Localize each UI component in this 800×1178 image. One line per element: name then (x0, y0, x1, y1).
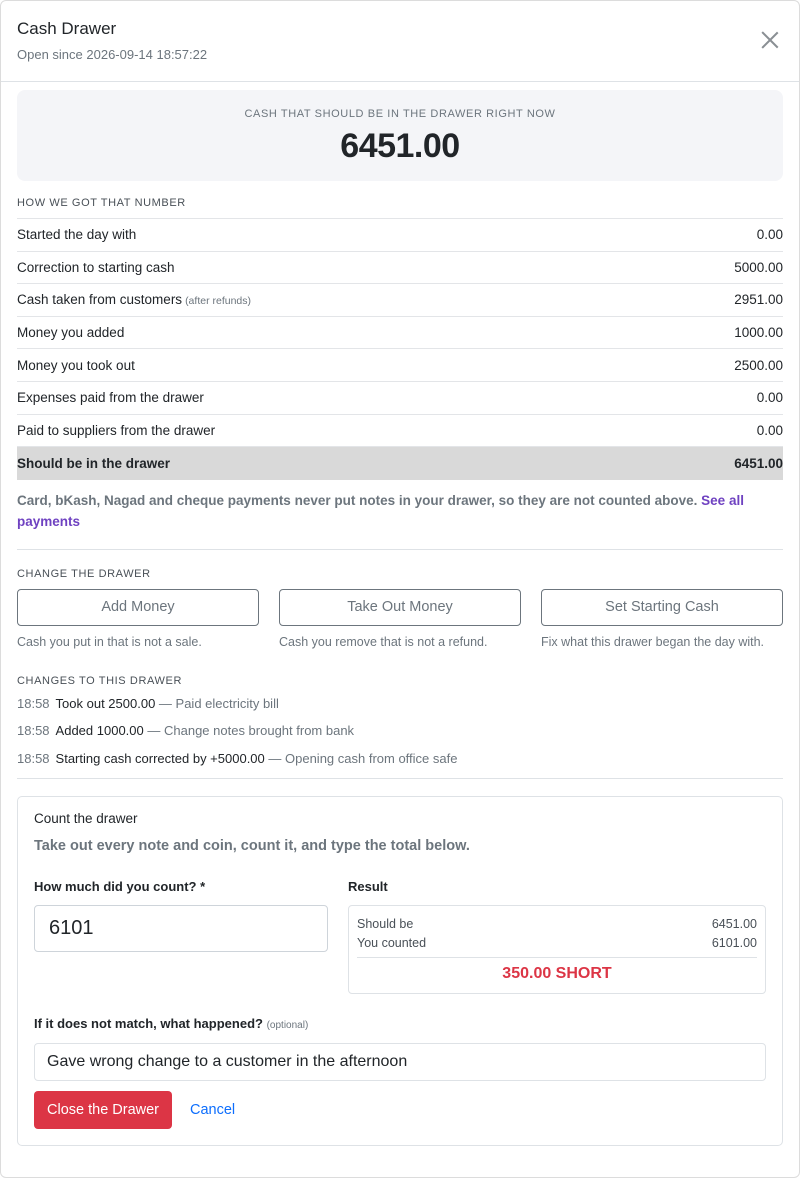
breakdown-title: HOW WE GOT THAT NUMBER (17, 197, 783, 219)
breakdown-row-note: (after refunds) (185, 295, 252, 308)
expected-cash-panel (17, 90, 783, 181)
breakdown-row-label: Money you added (17, 325, 125, 341)
breakdown-row-label: Expenses paid from the drawer (17, 390, 204, 406)
breakdown-row-value: 2951.00 (734, 292, 783, 308)
take-out-money-group (279, 589, 521, 652)
take-out-money-help: Cash you remove that is not a refund. (279, 634, 488, 649)
reason-optional-label: (optional) (266, 1020, 309, 1032)
expected-cash-value: 6451.00 (340, 127, 460, 165)
breakdown-row-value: 0.00 (756, 390, 783, 406)
result-box (348, 905, 766, 994)
breakdown-row-added (17, 317, 783, 350)
reason-input[interactable] (34, 1043, 766, 1081)
modal-body (1, 82, 799, 1146)
result-divider (357, 957, 757, 958)
set-starting-cash-help: Fix what this drawer began the day with. (541, 634, 765, 649)
log-item (17, 723, 783, 739)
changes-log (17, 696, 783, 767)
breakdown-row-correction (17, 252, 783, 285)
short-status: 350.00 SHORT (502, 965, 612, 983)
breakdown-row-label: Correction to starting cash (17, 259, 175, 275)
log-time: 18:58 (17, 695, 50, 711)
count-drawer-card (17, 796, 783, 1146)
add-money-group (17, 589, 259, 652)
log-time: 18:58 (17, 750, 50, 766)
count-drawer-instructions: Take out every note and coin, count it, and type the total below. (34, 838, 470, 855)
add-money-help: Cash you put in that is not a sale. (17, 634, 202, 649)
result-group (348, 879, 766, 994)
cancel-button[interactable]: Cancel (190, 1102, 236, 1119)
add-money-button[interactable]: Add Money (17, 589, 259, 626)
see-all-payments-link[interactable]: See all payments (17, 492, 744, 529)
card-actions (34, 1091, 766, 1129)
breakdown-row-value: 0.00 (756, 227, 783, 243)
count-row (34, 879, 766, 994)
breakdown-row-value: 2500.00 (734, 357, 783, 373)
log-description: — Change notes brought from bank (147, 723, 355, 739)
modal-header (1, 1, 799, 82)
section-divider (17, 778, 783, 779)
counted-amount-input[interactable] (34, 905, 328, 952)
breakdown-row-total (17, 447, 783, 480)
counted-value: 6101.00 (711, 936, 757, 951)
set-starting-cash-button[interactable]: Set Starting Cash (541, 589, 783, 626)
breakdown-row-suppliers (17, 415, 783, 448)
breakdown-row-value: 0.00 (756, 422, 783, 438)
change-drawer-actions (17, 589, 783, 652)
breakdown-total-value: 6451.00 (734, 455, 783, 471)
log-time: 18:58 (17, 723, 50, 739)
breakdown-row-customers (17, 284, 783, 317)
expected-cash-label: CASH THAT SHOULD BE IN THE DRAWER RIGHT NOW (244, 108, 556, 120)
log-action: Starting cash corrected by +5000.00 (55, 750, 265, 766)
breakdown-row-label: Cash taken from customers (after refunds) (17, 292, 252, 308)
change-drawer-title: CHANGE THE DRAWER (17, 567, 151, 580)
modal-title: Cash Drawer (17, 19, 117, 38)
should-be-line (357, 915, 757, 934)
close-drawer-button[interactable]: Close the Drawer (34, 1091, 172, 1129)
breakdown-row-took-out (17, 349, 783, 382)
counted-amount-group (34, 879, 328, 994)
breakdown-row-started (17, 219, 783, 252)
changes-log-title: CHANGES TO THIS DRAWER (17, 674, 182, 687)
non-cash-info (17, 490, 783, 550)
breakdown-total-label: Should be in the drawer (17, 455, 171, 471)
result-label: Result (348, 879, 388, 895)
counted-line (357, 934, 757, 953)
log-description: — Paid electricity bill (158, 695, 279, 711)
set-starting-cash-group (541, 589, 783, 652)
log-item (17, 751, 783, 767)
breakdown-table (17, 219, 783, 480)
counted-label: You counted (357, 936, 427, 951)
log-action: Took out 2500.00 (55, 695, 156, 711)
breakdown-row-label: Money you took out (17, 357, 135, 373)
log-action: Added 1000.00 (55, 723, 144, 739)
log-item (17, 696, 783, 712)
count-drawer-title: Count the drawer (34, 811, 138, 827)
breakdown-row-expenses (17, 382, 783, 415)
should-be-label: Should be (357, 917, 414, 932)
take-out-money-button[interactable]: Take Out Money (279, 589, 521, 626)
counted-amount-label: How much did you count? * (34, 879, 206, 895)
open-since-text: Open since 2026-09-14 18:57:22 (17, 47, 208, 62)
breakdown-row-label: Started the day with (17, 227, 137, 243)
reason-label: If it does not match, what happened? (optional) (34, 1016, 309, 1032)
breakdown-row-value: 1000.00 (734, 325, 783, 341)
non-cash-info-text: Card, bKash, Nagad and cheque payments never put notes in your drawer, so they are not counted above. (17, 492, 698, 508)
close-icon[interactable] (761, 31, 779, 49)
should-be-value: 6451.00 (711, 917, 757, 932)
log-description: — Opening cash from office safe (268, 750, 458, 766)
breakdown-row-value: 5000.00 (734, 259, 783, 275)
breakdown-row-label: Paid to suppliers from the drawer (17, 422, 216, 438)
